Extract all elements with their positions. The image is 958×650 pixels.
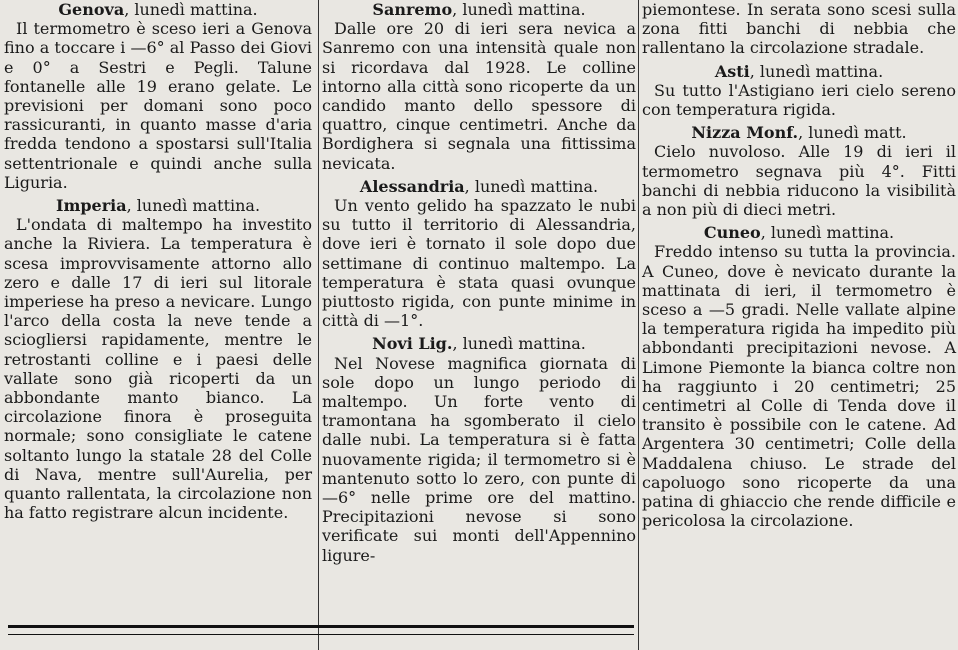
- dateline-genova: Genova, lunedì mattina.: [58, 0, 258, 19]
- article-asti: Su tutto l'Astigiano ieri cielo sereno con temperatura rigida.: [642, 80, 956, 120]
- article-continuation: piemontese. In serata sono scesi sulla zona fitti banchi di nebbia che rallentano la circolazione stradale.: [642, 0, 956, 58]
- column-1: [4, 0, 312, 522]
- dateline-nizza: Nizza Monf., lunedì matt.: [691, 123, 907, 143]
- dateline-alessandria: Alessandria, lunedì mattina.: [359, 176, 599, 196]
- column-3: [642, 0, 956, 530]
- dateline-sanremo: Sanremo, lunedì mattina.: [372, 0, 586, 19]
- article-genova: Il termometro è sceso ieri a Genova fino a toccare i —6° al Passo dei Giovi e 0° a Sestri e Pegli. Talune fontanelle alle 19 erano gelate. Le previsioni per domani sono poco rassicuranti, in quanto masse d'aria fredda tendono a spostarsi sull'Italia settentrionale e quindi anche sulla Liguria.: [4, 19, 312, 192]
- column-divider-1: [318, 0, 319, 650]
- dateline-cuneo: Cuneo, lunedì mattina.: [703, 223, 895, 243]
- article-nizza: Cielo nuvoloso. Alle 19 di ieri il termometro segnava più 4°. Fitti banchi di nebbia riducono la visibilità a non più di dieci metri.: [642, 142, 956, 220]
- dateline-asti: Asti, lunedì mattina.: [714, 61, 884, 81]
- column-divider-2: [638, 0, 639, 650]
- dateline-novi: Novi Lig., lunedì mattina.: [372, 334, 586, 354]
- column-2: [322, 0, 636, 565]
- article-imperia: L'ondata di maltempo ha investito anche la Riviera. La temperatura è scesa improvvisamente attorno allo zero e dalle 17 di ieri sul litorale imperiese ha preso a nevicare. Lungo l'arco della costa la neve tende a sciogliersi rapidamente, mentre le retrostanti colline e i paesi delle vallate sono già ricoperti da un abbondante manto bianco. La circolazione finora è proseguita normale; sono consigliate le catene soltanto lungo la statale 28 del Colle di Nava, mentre sull'Aurelia, per quanto rallentata, la circolazione non ha fatto registrare alcun incidente.: [4, 215, 312, 523]
- article-sanremo: Dalle ore 20 di ieri sera nevica a Sanremo con una intensità quale non si ricordava dal 1928. Le colline intorno alla città sono ricoperte da un candido manto dello spessore di quattro, cinque centimetri. Anche da Bordighera si segnala una fittissima nevicata.: [322, 19, 636, 173]
- article-novi: Nel Novese magnifica giornata di sole dopo un lungo periodo di maltempo. Un forte vento di tramontana ha sgomberato il cielo dalle nubi. La temperatura si è fatta nuovamente rigida; il termometro si è mantenuto sotto lo zero, con punte di —6° nelle prime ore del mattino. Precipitazioni nevose si sono verificate sui monti dell'Appennino ligure-: [322, 353, 636, 565]
- article-alessandria: Un vento gelido ha spazzato le nubi su tutto il territorio di Alessandria, dove ieri è tornato il sole dopo due settimane di continuo maltempo. La temperatura è stata quasi ovunque piuttosto rigida, con punte minime in città di —1°.: [322, 196, 636, 331]
- article-cuneo: Freddo intenso su tutta la provincia. A Cuneo, dove è nevicato durante la mattinata di ieri, il termometro è sceso a —5 gradi. Nelle vallate alpine la temperatura rigida ha impedito più abbondanti precipitazioni nevose. A Limone Piemonte la bianca coltre non ha raggiunto i 20 centimetri; 25 centimetri al Colle di Tenda dove il transito è possibile con le catene. Ad Argentera 30 centimetri; Colle della Maddalena chiuso. Le strade del capoluogo sono ricoperte da una patina di ghiaccio che rende difficile e pericolosa la circolazione.: [642, 242, 956, 531]
- dateline-imperia: Imperia, lunedì mattina.: [55, 196, 261, 216]
- section-rule: [8, 625, 634, 635]
